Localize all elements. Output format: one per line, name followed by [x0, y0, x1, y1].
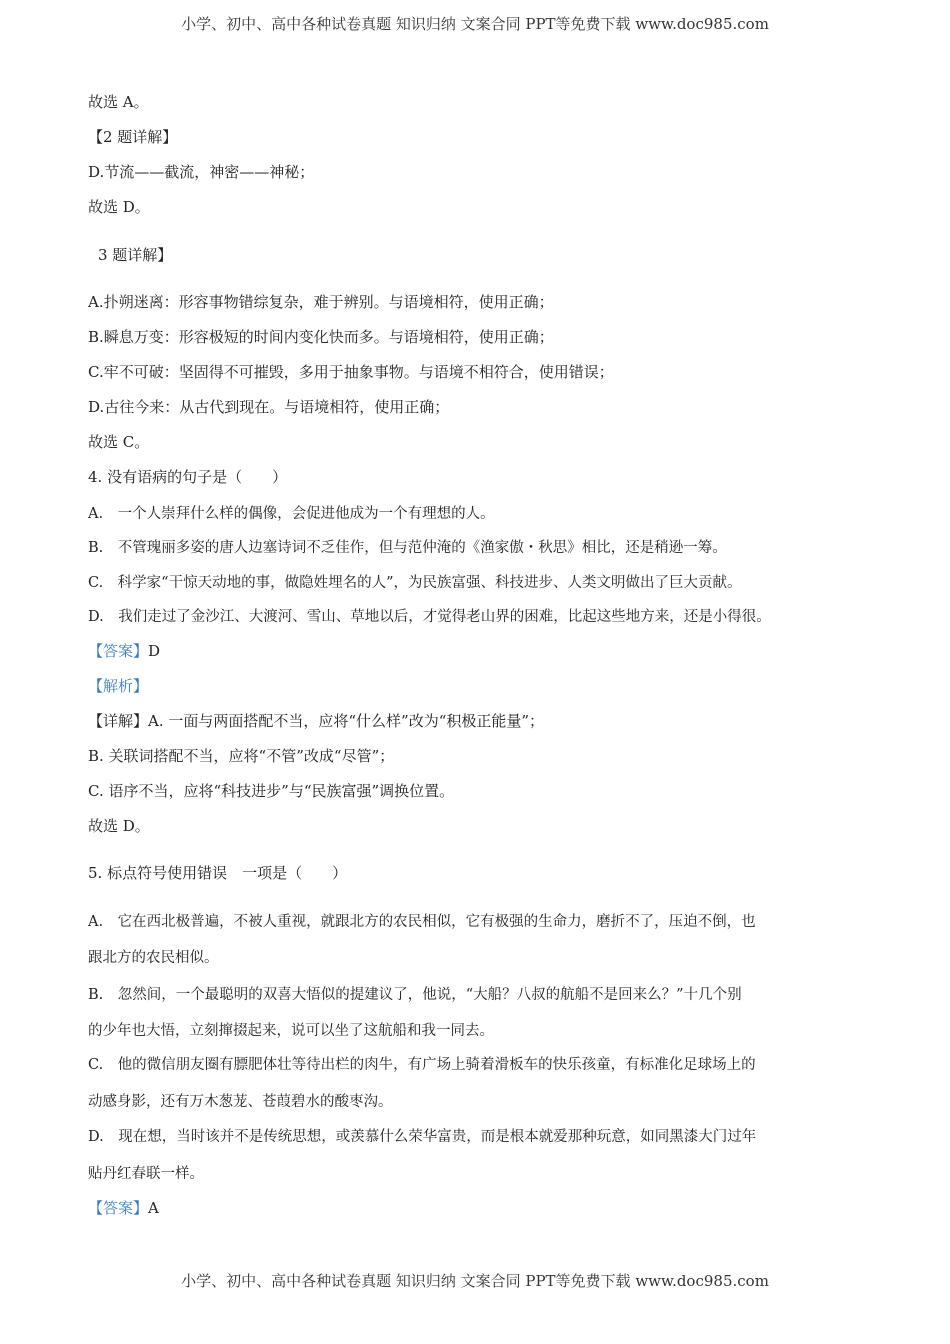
text-line: B.瞬息万变：形容极短的时间内变化快而多。与语境相符，使用正确； [88, 328, 554, 346]
option-a-cont: 跟北方的农民相似。 [88, 950, 219, 966]
option-a: A. 它在西北极普遍，不被人重视，就跟北方的农民相似，它有极强的生命力，磨折不了，压迫不倒，也 [88, 914, 756, 930]
option-b: B. 不管瑰丽多姿的唐人边塞诗词不乏佳作，但与范仲淹的《渔家傲・秋思》相比，还是稍逊一筹。 [88, 540, 727, 556]
option-d-cont: 贴丹红春联一样。 [88, 1166, 204, 1182]
text-line: 故选 A。 [88, 93, 149, 111]
option-b: B. 忽然间，一个最聪明的双喜大悟似的提建议了，他说，“大船？八叔的航船不是回来么？”十几个别 [88, 987, 742, 1003]
page-footer: 小学、初中、高中各种试卷真题 知识归纳 文案合同 PPT等免费下载 www.doc985.com [181, 1272, 769, 1290]
text-line: C.牢不可破：坚固得不可摧毁，多用于抽象事物。与语境不相符合，使用错误； [88, 363, 614, 381]
text-line: 故选 D。 [88, 198, 150, 216]
option-a: A. 一个人崇拜什么样的偶像，会促进他成为一个有理想的人。 [88, 506, 495, 522]
detail-line: B. 关联词搭配不当，应将“不管”改成“尽管”； [88, 747, 395, 765]
text-line: 故选 D。 [88, 817, 150, 835]
page-header: 小学、初中、高中各种试卷真题 知识归纳 文案合同 PPT等免费下载 www.doc985.com [181, 15, 769, 33]
section-heading: 3 题详解】 [98, 246, 173, 264]
detail-line: C. 语序不当，应将“科技进步”与“民族富强”调换位置。 [88, 782, 455, 800]
option-b-cont: 的少年也大悟，立刻撺掇起来，说可以坐了这航船和我一同去。 [88, 1023, 494, 1039]
answer-value: A [148, 1199, 159, 1217]
option-c: C. 他的微信朋友圈有膘肥体壮等待出栏的肉牛，有广场上骑着滑板车的快乐孩童，有标准化足球场上的 [88, 1057, 756, 1073]
text-line: D.节流——截流，神密——神秘； [88, 163, 315, 181]
option-d: D. 现在想，当时该并不是传统思想，或羡慕什么荣华富贵，而是根本就爱那种玩意，如同黑漆大门过年 [88, 1129, 757, 1145]
option-d: D. 我们走过了金沙江、大渡河、雪山、草地以后，才觉得老山界的困难，比起这些地方来，还是小得很。 [88, 609, 771, 625]
option-c: C. 科学家“干惊天动地的事，做隐姓埋名的人”，为民族富强、科技进步、人类文明做出了巨大贡献。 [88, 575, 742, 591]
question-5: 5. 标点符号使用错误 一项是（ ） [88, 864, 348, 882]
text-line: 故选 C。 [88, 433, 150, 451]
text-line: D.古往今来：从古代到现在。与语境相符，使用正确； [88, 398, 450, 416]
question-4: 4. 没有语病的句子是（ ） [88, 468, 288, 486]
answer-label: 【答案】 [88, 642, 149, 660]
text-line: A.扑朔迷离：形容事物错综复杂，难于辨别。与语境相符，使用正确； [88, 293, 554, 311]
answer-label: 【答案】 [88, 1199, 149, 1217]
option-c-cont: 动感身影，还有万木葱茏、苍葭碧水的酸枣沟。 [88, 1094, 393, 1110]
section-heading: 【2 题详解】 [88, 128, 178, 146]
answer-line [88, 640, 160, 661]
answer-line [88, 1197, 159, 1218]
answer-value: D [148, 642, 161, 660]
detail-line: 【详解】A. 一面与两面搭配不当，应将“什么样”改为“积极正能量”； [88, 712, 545, 730]
analysis-label: 【解析】 [88, 677, 149, 695]
